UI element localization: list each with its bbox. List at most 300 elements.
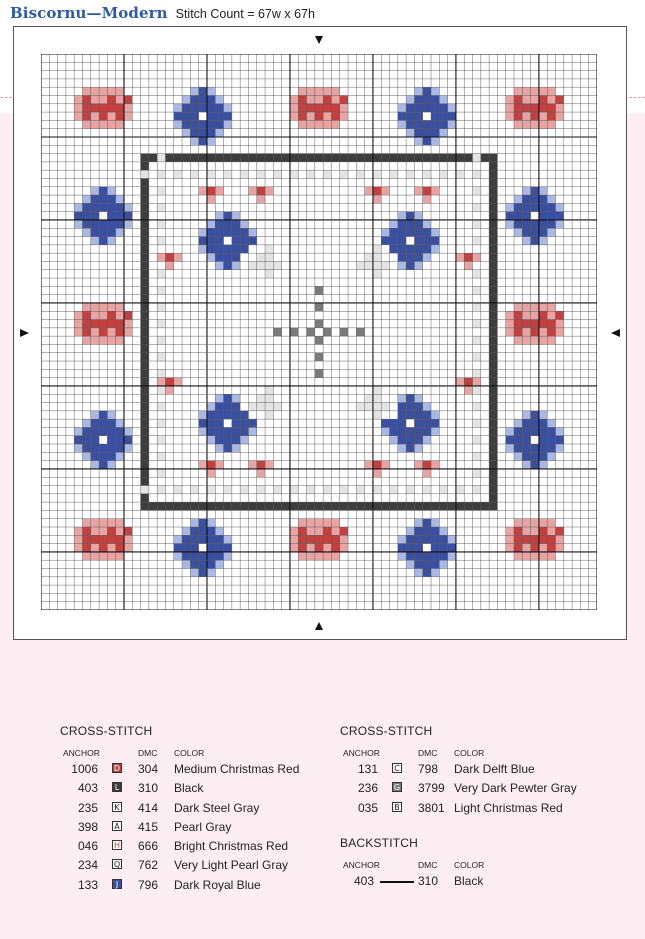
- stitch-cell: [514, 228, 522, 236]
- stitch-cell: [132, 527, 140, 535]
- stitch-cell: [132, 328, 140, 336]
- stitch-cell: [489, 261, 497, 269]
- stitch-cell: [539, 320, 547, 328]
- legend-row: [60, 856, 289, 875]
- stitch-cell: [514, 419, 522, 427]
- stitch-cell: [414, 552, 422, 560]
- stitch-cell: [273, 270, 281, 278]
- stitch-cell: [124, 519, 132, 527]
- stitch-cell: [107, 552, 115, 560]
- stitch-cell: [489, 253, 497, 261]
- stitch-cell: [132, 535, 140, 543]
- stitch-cell: [99, 519, 107, 527]
- stitch-cell: [381, 502, 389, 510]
- stitch-cell: [307, 328, 315, 336]
- stitch-cell: [514, 203, 522, 211]
- stitch-cell: [356, 170, 364, 178]
- stitch-cell: [514, 544, 522, 552]
- stitch-cell: [107, 328, 115, 336]
- stitch-cell: [539, 95, 547, 103]
- stitch-cell: [165, 502, 173, 510]
- stitch-cell: [423, 527, 431, 535]
- stitch-cell: [431, 419, 439, 427]
- stitch-cell: [91, 79, 99, 87]
- stitch-cell: [240, 170, 248, 178]
- stitch-cell: [406, 212, 414, 220]
- stitch-cell: [473, 320, 481, 328]
- stitch-cell: [514, 295, 522, 303]
- stitch-cell: [414, 502, 422, 510]
- stitch-cell: [390, 237, 398, 245]
- stitch-cell: [82, 544, 90, 552]
- stitch-cell: [489, 187, 497, 195]
- stitch-cell: [356, 403, 364, 411]
- stitch-cell: [91, 519, 99, 527]
- stitch-cell: [448, 544, 456, 552]
- stitch-cell: [232, 394, 240, 402]
- stitch-cell: [381, 261, 389, 269]
- stitch-cell: [340, 104, 348, 112]
- color-name: Medium Christmas Red: [174, 762, 300, 776]
- stitch-cell: [74, 436, 82, 444]
- stitch-cell: [390, 403, 398, 411]
- stitch-cell: [556, 203, 564, 211]
- stitch-cell: [141, 427, 149, 435]
- stitch-cell: [257, 419, 265, 427]
- stitch-cell: [215, 104, 223, 112]
- stitch-cell: [406, 112, 414, 120]
- stitch-cell: [489, 419, 497, 427]
- stitch-cell: [248, 187, 256, 195]
- stitch-cell: [539, 203, 547, 211]
- stitch-cell: [423, 253, 431, 261]
- color-name: Very Light Pearl Gray: [174, 858, 289, 873]
- stitch-cell: [174, 502, 182, 510]
- stitch-cell: [564, 320, 572, 328]
- stitch-cell: [215, 212, 223, 220]
- stitch-cell: [423, 228, 431, 236]
- stitch-cell: [497, 95, 505, 103]
- stitch-cell: [215, 461, 223, 469]
- color-name: Dark Delft Blue: [454, 762, 535, 776]
- stitch-cell: [174, 552, 182, 560]
- stitch-cell: [240, 427, 248, 435]
- dmc-header: DMC: [418, 859, 438, 870]
- stitch-cell: [431, 112, 439, 120]
- stitch-cell: [224, 444, 232, 452]
- stitch-cell: [506, 527, 514, 535]
- stitch-cell: [439, 552, 447, 560]
- stitch-cell: [141, 452, 149, 460]
- stitch-cell: [539, 535, 547, 543]
- stitch-cell: [224, 228, 232, 236]
- stitch-cell: [522, 436, 530, 444]
- stitch-cell: [307, 527, 315, 535]
- stitch-cell: [307, 502, 315, 510]
- stitch-cell: [107, 560, 115, 568]
- stitch-cell: [373, 245, 381, 253]
- stitch-cell: [141, 303, 149, 311]
- stitch-cell: [224, 419, 232, 427]
- stitch-cell: [116, 203, 124, 211]
- stitch-cell: [547, 303, 555, 311]
- stitch-cell: [390, 154, 398, 162]
- stitch-cell: [414, 112, 422, 120]
- stitch-cell: [489, 502, 497, 510]
- stitch-cell: [323, 535, 331, 543]
- stitch-cell: [157, 170, 165, 178]
- stitch-cell: [547, 452, 555, 460]
- stitch-cell: [116, 328, 124, 336]
- stitch-cell: [107, 336, 115, 344]
- stitch-cell: [522, 328, 530, 336]
- stitch-cell: [365, 278, 373, 286]
- legend-column-headers: [60, 746, 205, 760]
- legend-backstitch-row: [340, 872, 484, 891]
- stitch-cell: [522, 344, 530, 352]
- stitch-cell: [232, 220, 240, 228]
- stitch-cell: [82, 535, 90, 543]
- stitch-cell: [439, 170, 447, 178]
- stitch-cell: [522, 527, 530, 535]
- stitch-cell: [248, 261, 256, 269]
- stitch-cell: [132, 112, 140, 120]
- stitch-cell: [439, 104, 447, 112]
- stitch-cell: [556, 427, 564, 435]
- stitch-cell: [373, 502, 381, 510]
- color-header: COLOR: [174, 748, 205, 758]
- stitch-cell: [556, 212, 564, 220]
- stitch-cell: [473, 187, 481, 195]
- stitch-cell: [398, 220, 406, 228]
- stitch-cell: [431, 137, 439, 145]
- stitch-cell: [141, 261, 149, 269]
- stitch-cell: [107, 303, 115, 311]
- stitch-cell: [522, 79, 530, 87]
- stitch-cell: [539, 444, 547, 452]
- stitch-cell: [348, 112, 356, 120]
- stitch-cell: [82, 444, 90, 452]
- stitch-cell: [423, 120, 431, 128]
- stitch-cell: [99, 436, 107, 444]
- stitch-count: Stitch Count = 67w x 67h: [175, 7, 315, 21]
- stitch-cell: [547, 444, 555, 452]
- stitch-cell: [207, 419, 215, 427]
- stitch-cell: [232, 427, 240, 435]
- stitch-cell: [116, 212, 124, 220]
- stitch-cell: [340, 112, 348, 120]
- stitch-cell: [398, 394, 406, 402]
- stitch-cell: [240, 502, 248, 510]
- stitch-cell: [248, 270, 256, 278]
- stitch-cell: [356, 270, 364, 278]
- stitch-cell: [107, 461, 115, 469]
- stitch-cell: [215, 403, 223, 411]
- stitch-cell: [390, 261, 398, 269]
- stitch-cell: [514, 129, 522, 137]
- stitch-cell: [199, 461, 207, 469]
- stitch-cell: [506, 220, 514, 228]
- stitch-cell: [522, 220, 530, 228]
- stitch-cell: [74, 427, 82, 435]
- stitch-cell: [365, 411, 373, 419]
- stitch-cell: [431, 552, 439, 560]
- stitch-cell: [165, 154, 173, 162]
- stitch-cell: [157, 469, 165, 477]
- stitch-cell: [398, 419, 406, 427]
- stitch-cell: [232, 212, 240, 220]
- stitch-cell: [423, 535, 431, 543]
- stitch-symbol-icon: G: [393, 783, 401, 793]
- stitch-cell: [190, 154, 198, 162]
- stitch-symbol-icon: Q: [113, 860, 121, 870]
- stitch-cell: [248, 245, 256, 253]
- stitch-cell: [547, 436, 555, 444]
- stitch-cell: [99, 120, 107, 128]
- stitch-cell: [99, 527, 107, 535]
- stitch-cell: [340, 328, 348, 336]
- stitch-cell: [398, 245, 406, 253]
- stitch-cell: [215, 427, 223, 435]
- stitch-cell: [298, 79, 306, 87]
- stitch-cell: [141, 444, 149, 452]
- stitch-cell: [74, 544, 82, 552]
- stitch-cell: [182, 560, 190, 568]
- stitch-cell: [431, 527, 439, 535]
- stitch-cell: [215, 95, 223, 103]
- color-name: Bright Christmas Red: [174, 839, 289, 854]
- stitch-cell: [406, 253, 414, 261]
- stitch-cell: [199, 245, 207, 253]
- stitch-cell: [531, 527, 539, 535]
- stitch-cell: [141, 436, 149, 444]
- stitch-cell: [539, 452, 547, 460]
- stitch-cell: [199, 569, 207, 577]
- stitch-cell: [141, 344, 149, 352]
- stitch-cell: [99, 461, 107, 469]
- stitch-cell: [91, 120, 99, 128]
- stitch-cell: [224, 112, 232, 120]
- stitch-cell: [199, 112, 207, 120]
- stitch-cell: [74, 203, 82, 211]
- stitch-cell: [489, 228, 497, 236]
- stitch-cell: [290, 502, 298, 510]
- stitch-cell: [298, 120, 306, 128]
- stitch-cell: [390, 245, 398, 253]
- stitch-cell: [257, 386, 265, 394]
- stitch-symbol-icon: D: [113, 764, 121, 773]
- stitch-cell: [406, 394, 414, 402]
- stitch-cell: [340, 120, 348, 128]
- stitch-cell: [323, 95, 331, 103]
- stitch-cell: [141, 195, 149, 203]
- color-name: Dark Royal Blue: [174, 877, 261, 892]
- stitch-cell: [248, 253, 256, 261]
- stitch-cell: [506, 544, 514, 552]
- stitch-cell: [124, 120, 132, 128]
- stitch-cell: [248, 502, 256, 510]
- stitch-cell: [141, 187, 149, 195]
- stitch-cell: [282, 261, 290, 269]
- stitch-cell: [99, 328, 107, 336]
- stitch-cell: [431, 154, 439, 162]
- stitch-cell: [539, 519, 547, 527]
- stitch-cell: [116, 228, 124, 236]
- color-header: COLOR: [454, 748, 485, 758]
- stitch-cell: [307, 95, 315, 103]
- stitch-cell: [107, 452, 115, 460]
- stitch-cell: [290, 535, 298, 543]
- stitch-cell: [489, 311, 497, 319]
- stitch-cell: [423, 112, 431, 120]
- stitch-cell: [190, 137, 198, 145]
- stitch-cell: [323, 527, 331, 535]
- anchor-number: 403: [354, 873, 375, 888]
- stitch-cell: [365, 394, 373, 402]
- stitch-cell: [207, 469, 215, 477]
- stitch-cell: [414, 419, 422, 427]
- stitch-cell: [190, 120, 198, 128]
- stitch-cell: [116, 195, 124, 203]
- stitch-cell: [398, 535, 406, 543]
- stitch-cell: [215, 560, 223, 568]
- stitch-cell: [381, 245, 389, 253]
- stitch-cell: [307, 170, 315, 178]
- stitch-cell: [290, 87, 298, 95]
- stitch-cell: [356, 154, 364, 162]
- stitch-cell: [514, 535, 522, 543]
- legend-row: [340, 799, 563, 818]
- stitch-cell: [331, 535, 339, 543]
- stitch-cell: [423, 411, 431, 419]
- stitch-cell: [141, 311, 149, 319]
- stitch-cell: [448, 502, 456, 510]
- stitch-cell: [215, 544, 223, 552]
- stitch-cell: [414, 95, 422, 103]
- stitch-cell: [257, 278, 265, 286]
- stitch-cell: [390, 253, 398, 261]
- stitch-cell: [365, 245, 373, 253]
- stitch-cell: [522, 104, 530, 112]
- stitch-cell: [141, 502, 149, 510]
- dmc-number: 666: [138, 839, 159, 854]
- stitch-cell: [340, 502, 348, 510]
- stitch-cell: [232, 261, 240, 269]
- stitch-cell: [307, 552, 315, 560]
- stitch-cell: [539, 104, 547, 112]
- stitch-cell: [531, 427, 539, 435]
- stitch-cell: [414, 519, 422, 527]
- stitch-cell: [531, 535, 539, 543]
- stitch-cell: [365, 261, 373, 269]
- stitch-cell: [406, 95, 414, 103]
- stitch-cell: [547, 295, 555, 303]
- stitch-cell: [390, 502, 398, 510]
- color-name: Black: [174, 781, 204, 796]
- stitch-cell: [74, 444, 82, 452]
- stitch-cell: [331, 87, 339, 95]
- stitch-cell: [240, 228, 248, 236]
- stitch-cell: [547, 427, 555, 435]
- stitch-cell: [315, 369, 323, 377]
- stitch-cell: [82, 527, 90, 535]
- stitch-cell: [224, 237, 232, 245]
- stitch-cell: [522, 87, 530, 95]
- stitch-cell: [91, 104, 99, 112]
- stitch-cell: [539, 419, 547, 427]
- stitch-cell: [141, 494, 149, 502]
- stitch-cell: [406, 535, 414, 543]
- stitch-cell: [539, 237, 547, 245]
- stitch-cell: [456, 253, 464, 261]
- stitch-cell: [473, 419, 481, 427]
- legend-row: [60, 876, 261, 895]
- stitch-cell: [257, 469, 265, 477]
- stitch-cell: [448, 104, 456, 112]
- stitch-cell: [356, 386, 364, 394]
- stitch-cell: [91, 411, 99, 419]
- stitch-cell: [381, 187, 389, 195]
- stitch-cell: [273, 328, 281, 336]
- stitch-cell: [99, 419, 107, 427]
- stitch-cell: [265, 502, 273, 510]
- stitch-cell: [539, 87, 547, 95]
- legend-section-label: CROSS-STITCH: [60, 724, 153, 738]
- stitch-cell: [257, 195, 265, 203]
- stitch-cell: [116, 104, 124, 112]
- stitch-cell: [348, 95, 356, 103]
- stitch-cell: [107, 237, 115, 245]
- stitch-cell: [82, 510, 90, 518]
- stitch-cell: [157, 203, 165, 211]
- stitch-cell: [365, 386, 373, 394]
- stitch-cell: [298, 87, 306, 95]
- stitch-cell: [431, 544, 439, 552]
- stitch-cell: [290, 486, 298, 494]
- stitch-cell: [414, 253, 422, 261]
- stitch-cell: [423, 552, 431, 560]
- stitch-cell: [340, 95, 348, 103]
- stitch-cell: [423, 195, 431, 203]
- stitch-cell: [331, 544, 339, 552]
- stitch-cell: [182, 544, 190, 552]
- stitch-cell: [431, 104, 439, 112]
- dmc-number: 3799: [418, 781, 445, 796]
- stitch-cell: [66, 527, 74, 535]
- chart-header: [10, 4, 315, 24]
- stitch-cell: [398, 154, 406, 162]
- stitch-cell: [107, 535, 115, 543]
- stitch-symbol-icon: B: [392, 802, 402, 812]
- stitch-cell: [556, 303, 564, 311]
- stitch-cell: [199, 95, 207, 103]
- stitch-cell: [414, 411, 422, 419]
- stitch-cell: [215, 419, 223, 427]
- stitch-cell: [174, 544, 182, 552]
- stitch-cell: [547, 311, 555, 319]
- stitch-cell: [464, 253, 472, 261]
- stitch-cell: [423, 129, 431, 137]
- stitch-cell: [398, 261, 406, 269]
- stitch-cell: [82, 203, 90, 211]
- stitch-cell: [556, 336, 564, 344]
- stitch-cell: [381, 403, 389, 411]
- stitch-cell: [248, 394, 256, 402]
- stitch-cell: [489, 436, 497, 444]
- stitch-cell: [315, 120, 323, 128]
- stitch-cell: [265, 419, 273, 427]
- stitch-cell: [531, 95, 539, 103]
